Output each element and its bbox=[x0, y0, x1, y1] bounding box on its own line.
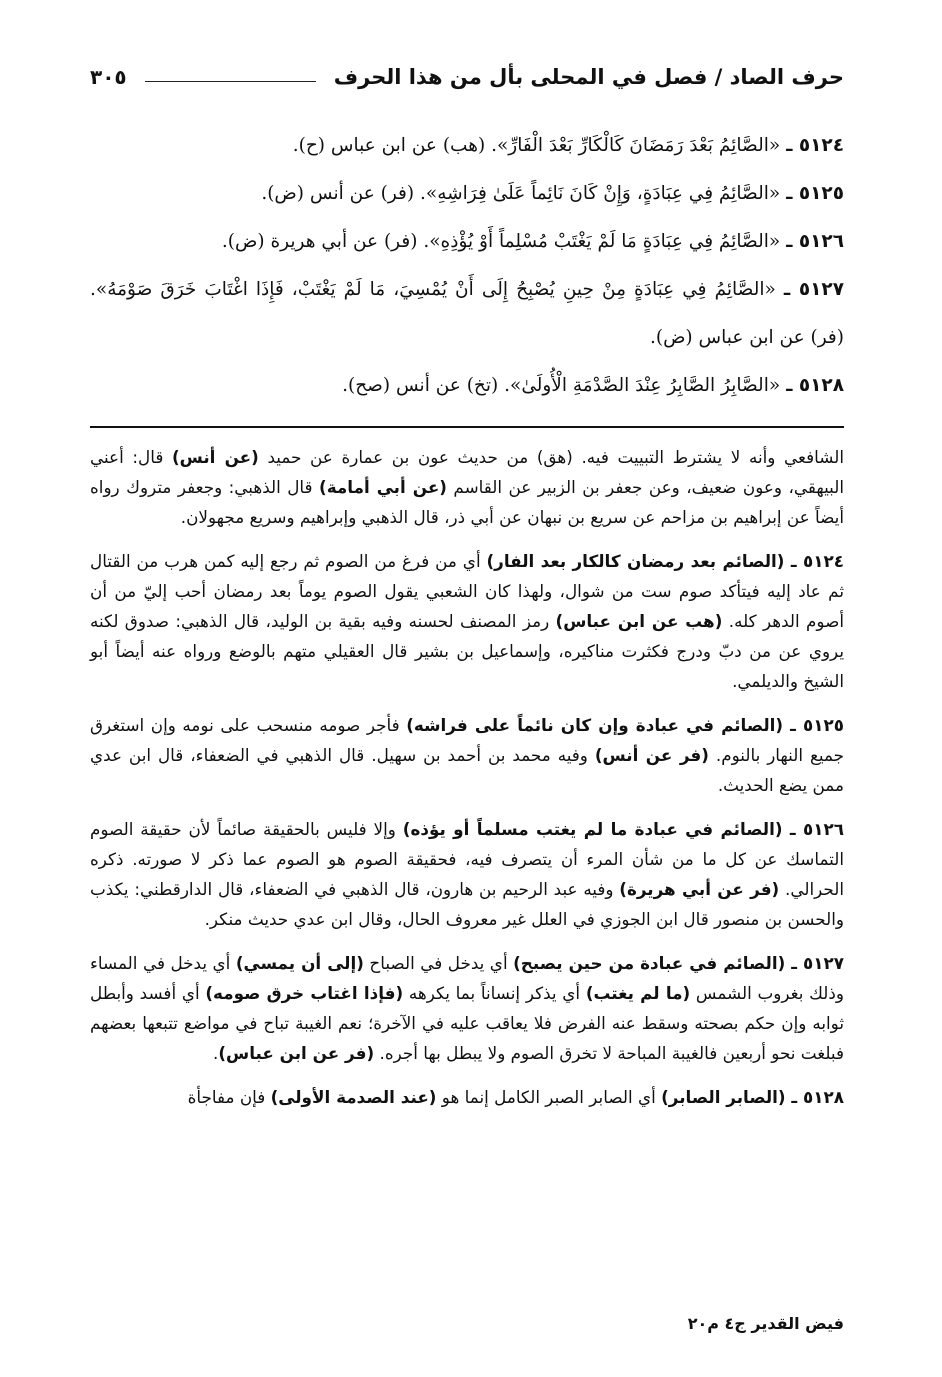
hadith-number: ٥١٢٧ ـ bbox=[783, 279, 844, 300]
commentary-bold-text: (هب عن ابن عباس) bbox=[555, 611, 723, 631]
commentary-paragraph bbox=[90, 814, 844, 934]
commentary-text: قال الذهبي: وجعفر متروك رواه أيضاً عن إبراهيم بن مزاحم عن سريع بن نبهان عن أبي ذر، قال الذهبي وإبراهيم وسريع مجهولان. bbox=[90, 477, 844, 527]
commentary-text: وفيه محمد بن أحمد بن سهيل. قال الذهبي في الضعفاء، قال ابن عدي ممن يضع الحديث. bbox=[90, 745, 844, 795]
hadith-text: «الصَّائِمُ فِي عِبَادَةٍ مَا لَمْ يَغْتَبْ مُسْلِماً أَوْ يُؤْذِهِ». (فر) عن أبي هريرة (ض). bbox=[221, 231, 781, 252]
commentary-text: وفيه عبد الرحيم بن هارون، قال الذهبي في الضعفاء، قال الدارقطني: يكذب والحسن بن منصور قال ابن الجوزي في العلل غير معروف الحال، وقال ابن عدي حديث منكر. bbox=[90, 879, 844, 929]
hadith-entry bbox=[90, 170, 844, 218]
hadith-number: ٥١٢٨ ـ bbox=[786, 375, 844, 396]
hadith-text: «الصَّائِمُ فِي عِبَادَةٍ، وَإِنْ كَانَ نَائِماً عَلَىٰ فِرَاشِهِ». (فر) عن أنس (ض). bbox=[261, 183, 781, 204]
commentary-paragraph bbox=[90, 442, 844, 532]
commentary-bold-text: ٥١٢٤ ـ (الصائم بعد رمضان كالكار بعد الفار) bbox=[486, 551, 844, 571]
section-divider bbox=[90, 426, 844, 428]
hadith-entry bbox=[90, 218, 844, 266]
header-rule bbox=[145, 81, 316, 82]
commentary-bold-text: (إلى أن يمسي) bbox=[235, 953, 364, 973]
commentary-text: رمز المصنف لحسنه وفيه بقية بن الوليد، قال الذهبي: صدوق لكنه يروي عن من دبّ ودرج فكثرت مناكيره، وإسماعيل بن بشير قال العقيلي متهم بالوضع ورواه عنه أيضاً أبو الشيخ والديلمي. bbox=[90, 611, 844, 691]
commentary-bold-text: ٥١٢٥ ـ (الصائم في عبادة وإن كان نائماً على فراشه) bbox=[406, 715, 844, 735]
commentary-bold-text: (ما لم يغتب) bbox=[585, 983, 691, 1003]
commentary-text: أي أفسد وأبطل ثوابه وإن حكم بصحته وسقط عنه الفرض فلا يعاقب عليه في الآخرة؛ نعم الغيبة تباح في مواضع تتبعها بعضهم فبلغت نحو أربعين فالغيبة المباحة لا تخرق الصوم ولا يبطل بها أجره. bbox=[90, 983, 844, 1063]
footer-signature: فيض القدير ج٤ م٢٠ bbox=[687, 1314, 844, 1333]
commentary-text: أي يدخل في الصباح bbox=[363, 953, 514, 973]
hadith-number: ٥١٢٦ ـ bbox=[786, 231, 844, 252]
commentary-text: فأجر صومه منسحب على نومه وإن استغرق جميع النهار بالنوم. bbox=[90, 715, 845, 765]
hadith-number: ٥١٢٥ ـ bbox=[786, 183, 844, 204]
hadith-text: «الصَّائِمُ بَعْدَ رَمَضَانَ كَالْكَارِّ بَعْدَ الْفَارِّ». (هب) عن ابن عباس (ح). bbox=[292, 135, 781, 156]
commentary-paragraph bbox=[90, 1082, 844, 1112]
commentary-bold-text: (عند الصدمة الأولى) bbox=[270, 1087, 437, 1107]
commentary-paragraph bbox=[90, 710, 844, 800]
commentary-text: فإن مفاجأة bbox=[187, 1087, 271, 1107]
commentary-bold-text: (فإذا اغتاب خرق صومه) bbox=[205, 983, 404, 1003]
commentary-text: قال: أعني البيهقي، وعون ضعيف، وعن جعفر بن الزبير عن القاسم bbox=[90, 447, 844, 497]
hadith-list bbox=[90, 122, 844, 410]
commentary-bold-text: ٥١٢٦ ـ (الصائم في عبادة ما لم يغتب مسلماً أو يؤذه) bbox=[402, 819, 844, 839]
commentary-paragraph bbox=[90, 546, 844, 696]
running-header bbox=[90, 58, 844, 96]
commentary-text: . bbox=[213, 1043, 219, 1063]
commentary-text: أي يذكر إنساناً بما يكرهه bbox=[403, 983, 586, 1003]
commentary-text: وإلا فليس بالحقيقة صائماً لأن حقيقة الصوم التماسك عن كل ما من شأن المرء أن يتصرف فيه، فحقيقة الصوم هو الصوم عما ذكر لا صورته. ذكره الحرالي. bbox=[90, 819, 844, 899]
commentary-bold-text: ٥١٢٧ ـ (الصائم في عبادة من حين يصبح) bbox=[513, 953, 844, 973]
page-number: ٣٠٥ bbox=[90, 65, 127, 89]
hadith-text: «الصَّائِمُ فِي عِبَادَةٍ مِنْ حِينِ يُصْبِحُ إِلَى أَنْ يُمْسِيَ، مَا لَمْ يَغْتَبْ، فَإِذَا اغْتَابَ خَرَقَ صَوْمَهُ». (فر) عن ابن عباس (ض). bbox=[90, 279, 844, 348]
commentary-paragraph bbox=[90, 948, 844, 1068]
commentary-bold-text: (عن أنس) bbox=[171, 447, 259, 467]
hadith-text: «الصَّابِرُ الصَّابِرُ عِنْدَ الصَّدْمَةِ الْأُولَىٰ». (تخ) عن أنس (صح). bbox=[342, 375, 781, 396]
hadith-entry bbox=[90, 122, 844, 170]
commentary-text: الشافعي وأنه لا يشترط التبييت فيه. (هق) من حديث عون بن عمارة عن حميد bbox=[258, 447, 844, 467]
hadith-entry bbox=[90, 362, 844, 410]
hadith-number: ٥١٢٤ ـ bbox=[786, 135, 844, 156]
hadith-entry bbox=[90, 266, 844, 362]
commentary-text: أي من فرغ من الصوم ثم رجع إليه كمن هرب من القتال ثم عاد إليه فيتأكد صوم ست من شوال، ولهذا كان الشعبي يقول الصوم يوماً بعد رمضان أحب إليّ من أن أصوم الدهر كله. bbox=[90, 551, 844, 631]
commentary-bold-text: (فر عن ابن عباس) bbox=[218, 1043, 375, 1063]
commentary-bold-text: (فر عن أنس) bbox=[594, 745, 709, 765]
commentary-bold-text: (فر عن أبي هريرة) bbox=[619, 879, 780, 899]
commentary-section bbox=[90, 442, 844, 1126]
commentary-bold-text: (عن أبي أمامة) bbox=[319, 477, 447, 497]
chapter-title: حرف الصاد / فصل في المحلى بأل من هذا الحرف bbox=[333, 65, 844, 89]
commentary-text: أي الصابر الصبر الكامل إنما هو bbox=[436, 1087, 662, 1107]
commentary-bold-text: ٥١٢٨ ـ (الصابر الصابر) bbox=[661, 1087, 844, 1107]
commentary-text: أي يدخل في المساء وذلك بغروب الشمس bbox=[90, 953, 845, 1003]
